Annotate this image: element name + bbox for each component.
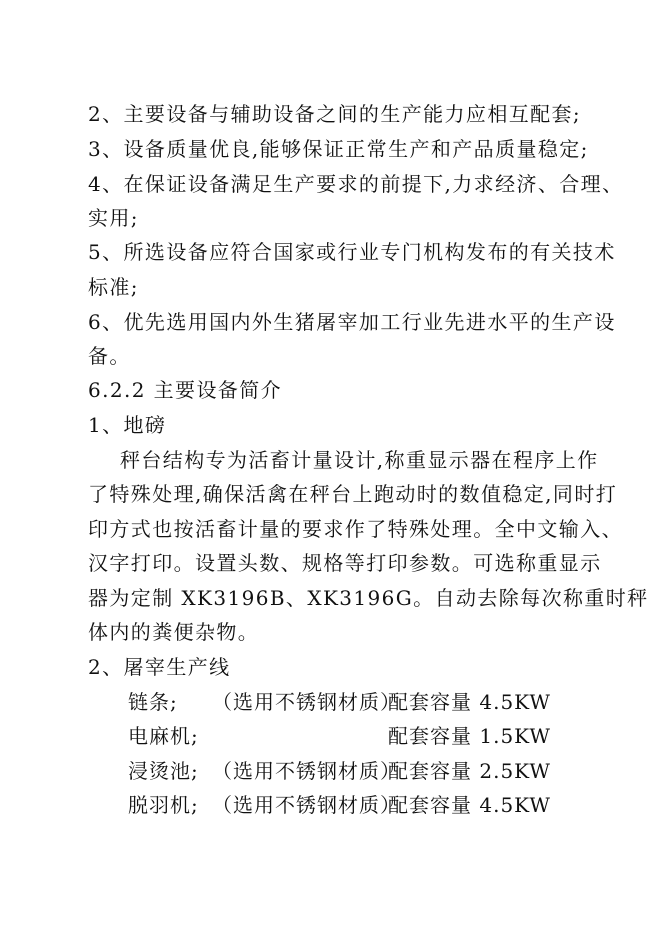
requirement-item-3: 3、设备质量优良,能够保证正常生产和产品质量稳定; [88,137,589,161]
equipment-name: 脱羽机; [128,793,199,817]
equipment-material: （选用不锈钢材质） [212,690,401,714]
scale-paragraph-line: 印方式也按活畜计量的要求作了特殊处理。全中文输入、 [88,517,623,541]
requirement-item-6: 6、优先选用国内外生猪屠宰加工行业先进水平的生产设 [88,310,616,334]
scale-paragraph-line: 器为定制 XK3196B、XK3196G。自动去除每次称重时秤 [88,586,649,610]
equipment-row [128,793,588,819]
equipment-capacity: 配套容量 4.5KW [388,793,551,817]
requirement-item-2: 2、主要设备与辅助设备之间的生产能力应相互配套; [88,102,582,126]
equipment-row [128,724,588,750]
equipment-capacity: 配套容量 4.5KW [388,690,551,714]
equipment-name: 链条; [128,690,178,714]
subsection-heading-line: 2、屠宰生产线 [88,655,231,679]
scale-paragraph-line: 汉字打印。设置头数、规格等打印参数。可选称重显示 [88,551,602,575]
equipment-row [128,690,588,716]
equipment-material: （选用不锈钢材质） [212,793,401,817]
equipment-material: （选用不锈钢材质） [212,759,401,783]
equipment-name: 电麻机; [128,724,199,748]
equipment-capacity: 配套容量 1.5KW [388,724,551,748]
scale-paragraph-line: 了特殊处理,确保活禽在秤台上跑动时的数值稳定,同时打 [88,482,618,506]
requirement-item-4-cont: 实用; [88,206,139,230]
equipment-row [128,759,588,785]
requirement-item-5-cont: 标准; [88,275,139,299]
scale-paragraph-line: 秤台结构专为活畜计量设计,称重显示器在程序上作 [120,448,599,472]
scale-paragraph-line: 体内的粪便杂物。 [88,620,260,644]
requirement-item-4: 4、在保证设备满足生产要求的前提下,力求经济、合理、 [88,172,624,196]
requirement-item-6-cont: 备。 [88,344,131,368]
equipment-capacity: 配套容量 2.5KW [388,759,551,783]
section-heading: 6.2.2 主要设备简介 [88,378,283,402]
equipment-name: 浸烫池; [128,759,199,783]
subsection-heading-scale: 1、地磅 [88,413,167,437]
requirement-item-5: 5、所选设备应符合国家或行业专门机构发布的有关技术 [88,240,616,264]
